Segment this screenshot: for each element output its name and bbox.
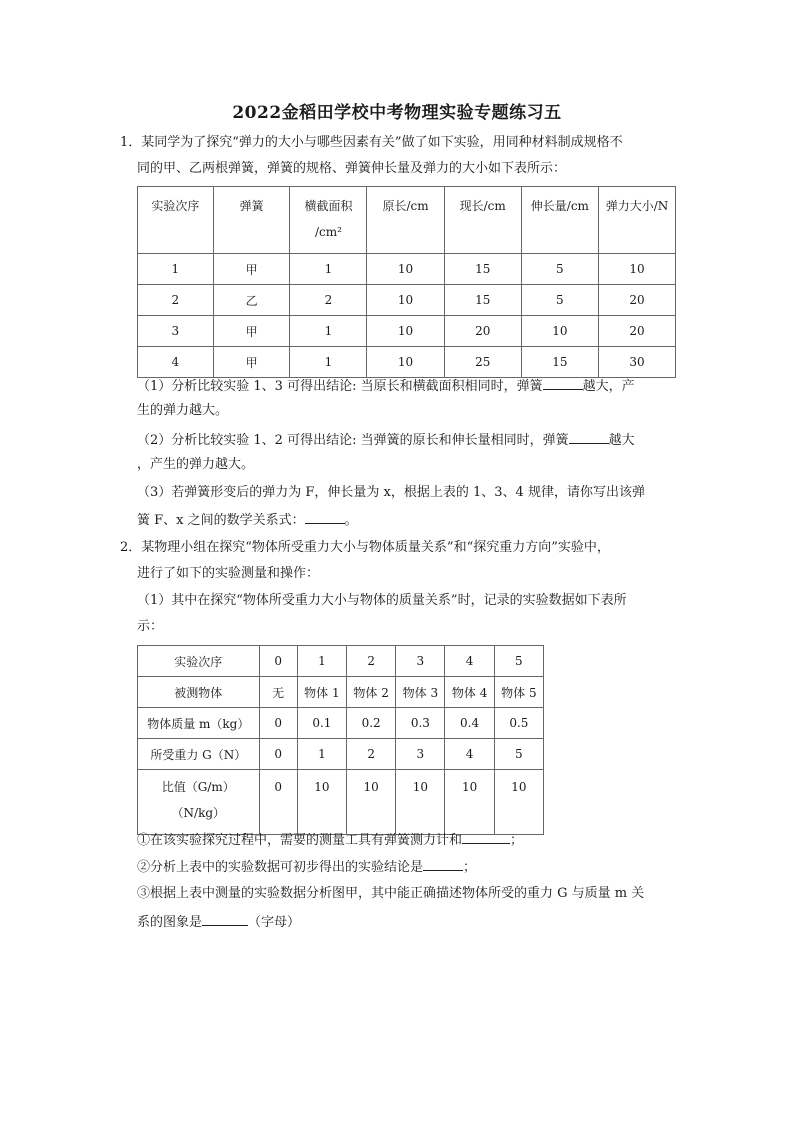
- table-cell: 0.4: [445, 708, 494, 739]
- row-label: 被测物体: [138, 677, 260, 708]
- q1-part3-text-end: 。: [344, 513, 358, 528]
- table-cell: 5: [521, 254, 598, 285]
- q1-part1-text-end: 越大，产: [582, 379, 635, 394]
- table-cell: 甲: [213, 254, 290, 285]
- header-cell: [290, 187, 367, 254]
- header-unit: /cm²: [314, 225, 342, 239]
- q1-part2-line2: ，产生的弹力越大。: [137, 457, 255, 472]
- q2-sub1-answer-blank[interactable]: [462, 830, 510, 844]
- table-row: [138, 677, 544, 708]
- table-cell: 甲: [213, 347, 290, 378]
- table-cell: 0: [259, 770, 297, 835]
- table-row: [138, 770, 544, 835]
- table-cell: 乙: [213, 285, 290, 316]
- q1-part2-text: （2）分析比较实验 1、2 可得出结论: 当弹簧的原长和伸长量相同时，弹簧: [137, 433, 569, 448]
- table-cell: 2: [290, 285, 367, 316]
- q2-sub3-line1: ③根据上表中测量的实验数据分析图甲，其中能正确描述物体所受的重力 G 与质量 m 关: [137, 886, 645, 901]
- table-cell: 物体 4: [445, 677, 494, 708]
- table-cell: 15: [521, 347, 598, 378]
- table-cell: 4: [445, 739, 494, 770]
- table-cell: 2: [347, 739, 396, 770]
- table-cell: 10: [367, 254, 444, 285]
- q2-part1-line2: 示：: [137, 619, 164, 634]
- table-row: [138, 646, 544, 677]
- table-cell: 5: [521, 285, 598, 316]
- table-row: [138, 708, 544, 739]
- table-cell: 10: [347, 770, 396, 835]
- q1-part1-text: （1）分析比较实验 1、3 可得出结论: 当原长和横截面积相同时，弹簧: [137, 379, 543, 394]
- q2-sub2-text-end: ；: [463, 860, 477, 875]
- table-row: [138, 285, 676, 316]
- q1-part3-line1: （3）若弹簧形变后的弹力为 F，伸长量为 x，根据上表的 1、3、4 规律，请你写出该弹: [137, 485, 645, 500]
- table-cell: 10: [445, 770, 494, 835]
- table-cell: 0.5: [494, 708, 543, 739]
- table-cell: 5: [494, 739, 543, 770]
- row-label: 物体质量 m（kg）: [138, 708, 260, 739]
- header-cell: 现长/cm: [444, 187, 521, 254]
- table-cell: 10: [367, 316, 444, 347]
- table-row: [138, 316, 676, 347]
- table-cell: 20: [598, 316, 675, 347]
- header-cell: 伸长量/cm: [521, 187, 598, 254]
- table-cell: 3: [396, 646, 445, 677]
- q2-part1-line1: （1）其中在探究“物体所受重力大小与物体的质量关系”时，记录的实验数据如下表所: [137, 593, 627, 608]
- q2-intro-line2: 进行了如下的实验测量和操作：: [137, 566, 320, 581]
- table-row: [138, 347, 676, 378]
- header-text: 横截面积: [304, 199, 353, 213]
- table-cell: 2: [138, 285, 214, 316]
- table-cell: 1: [290, 347, 367, 378]
- q2-gravity-table: [137, 645, 544, 835]
- q1-part1-line1: [137, 376, 635, 396]
- table-cell: 1: [290, 254, 367, 285]
- table-cell: 20: [444, 316, 521, 347]
- table-cell: 10: [396, 770, 445, 835]
- row-label: 实验次序: [138, 646, 260, 677]
- table-cell: 4: [445, 646, 494, 677]
- table-cell: 物体 2: [347, 677, 396, 708]
- q1-intro-line2: 同的甲、乙两根弹簧，弹簧的规格、弹簧伸长量及弹力的大小如下表所示：: [137, 161, 567, 176]
- table-cell: 1: [297, 646, 346, 677]
- header-cell: 弹簧: [213, 187, 290, 254]
- q1-part1-answer-blank[interactable]: [543, 376, 583, 390]
- table-cell: 物体 5: [494, 677, 543, 708]
- table-cell: 0: [259, 708, 297, 739]
- table-cell: 10: [297, 770, 346, 835]
- row-label: [138, 770, 260, 835]
- q1-part3-line2: [137, 510, 358, 530]
- table-cell: 10: [598, 254, 675, 285]
- table-cell: 3: [396, 739, 445, 770]
- row-label: 所受重力 G（N）: [138, 739, 260, 770]
- table-cell: 无: [259, 677, 297, 708]
- row-label-line1: 比值（G/m）: [161, 780, 235, 794]
- table-cell: 0: [259, 646, 297, 677]
- q2-sub2-text: ②分析上表中的实验数据可初步得出的实验结论是: [137, 860, 424, 875]
- table-header-row: [138, 187, 676, 254]
- q1-part3-text: 簧 F、x 之间的数学关系式：: [137, 513, 305, 528]
- q1-part2-text-end: 越大: [608, 433, 635, 448]
- table-cell: 5: [494, 646, 543, 677]
- header-cell: 实验次序: [138, 187, 214, 254]
- table-cell: 甲: [213, 316, 290, 347]
- header-cell: 弹力大小/N: [598, 187, 675, 254]
- table-cell: 1: [297, 739, 346, 770]
- table-cell: 15: [444, 254, 521, 285]
- q2-sub1-line: [137, 830, 523, 850]
- table-cell: 30: [598, 347, 675, 378]
- table-row: [138, 254, 676, 285]
- page-title: 2022金稻田学校中考物理实验专题练习五: [232, 103, 562, 123]
- table-cell: 10: [521, 316, 598, 347]
- q2-sub3-text-end: （字母）: [248, 915, 301, 930]
- table-cell: 20: [598, 285, 675, 316]
- table-cell: 15: [444, 285, 521, 316]
- row-label-line2: （N/kg）: [171, 806, 226, 820]
- table-cell: 10: [367, 347, 444, 378]
- q2-sub3-text: 系的图象是: [137, 915, 203, 930]
- q2-sub2-answer-blank[interactable]: [423, 857, 463, 871]
- table-row: [138, 739, 544, 770]
- table-cell: 2: [347, 646, 396, 677]
- q1-part3-answer-blank[interactable]: [305, 510, 345, 524]
- table-cell: 1: [290, 316, 367, 347]
- table-cell: 4: [138, 347, 214, 378]
- q2-sub3-line2: [137, 912, 300, 932]
- q1-part2-line1: [137, 430, 635, 450]
- table-cell: 1: [138, 254, 214, 285]
- table-cell: 0.1: [297, 708, 346, 739]
- table-cell: 25: [444, 347, 521, 378]
- q2-intro-line1: 2．某物理小组在探究“物体所受重力大小与物体质量关系”和“探究重力方向”实验中，: [120, 540, 610, 555]
- table-cell: 0.2: [347, 708, 396, 739]
- q1-intro-line1: 1．某同学为了探究“弹力的大小与哪些因素有关”做了如下实验，用同种材料制成规格不: [120, 135, 623, 150]
- q2-sub1-text: ①在该实验探究过程中，需要的测量工具有弹簧测力计和: [137, 833, 463, 848]
- table-cell: 0.3: [396, 708, 445, 739]
- q1-part2-answer-blank[interactable]: [569, 430, 609, 444]
- q2-sub3-answer-blank[interactable]: [202, 912, 248, 926]
- table-cell: 3: [138, 316, 214, 347]
- table-cell: 物体 1: [297, 677, 346, 708]
- header-cell: 原长/cm: [367, 187, 444, 254]
- table-cell: 10: [494, 770, 543, 835]
- q2-sub1-text-end: ；: [510, 833, 524, 848]
- q1-part1-line2: 生的弹力越大。: [137, 403, 229, 418]
- table-cell: 物体 3: [396, 677, 445, 708]
- q2-sub2-line: [137, 857, 476, 877]
- table-cell: 10: [367, 285, 444, 316]
- table-cell: 0: [259, 739, 297, 770]
- q1-spring-table: [137, 186, 676, 378]
